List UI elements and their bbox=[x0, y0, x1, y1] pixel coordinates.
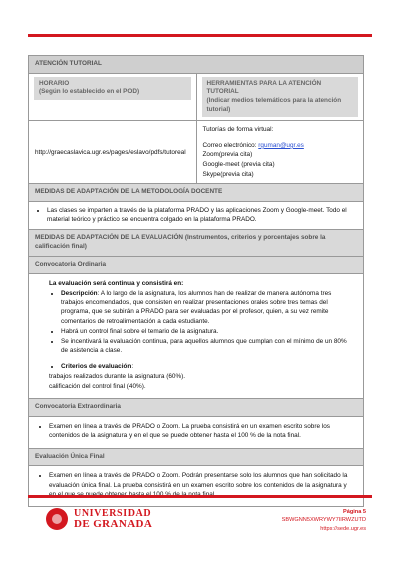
horario-title-cell bbox=[34, 77, 191, 100]
verification-url[interactable]: https://sede.ugr.es bbox=[320, 525, 366, 532]
ordinaria-item bbox=[61, 337, 353, 356]
top-accent-rule bbox=[28, 34, 372, 37]
logo-line-2: DE GRANADA bbox=[74, 517, 153, 530]
extraordinaria-bullet: • Examen en línea a través de PRADO o Zoom. La prueba consistirá en un examen escrito sobre los contenidos de la asignatura y en el que se puede obtener hasta el 100 % de la nota final. bbox=[49, 422, 353, 441]
evaluacion-header: MEDIDAS DE ADAPTACIÓN DE LA EVALUACIÓN (Instrumentos, criterios y porcentajes sobre la calificación final) bbox=[29, 230, 363, 256]
page-number: Página 5 bbox=[342, 509, 366, 515]
criterios-item-text: calificación del control final (40%). bbox=[49, 383, 146, 391]
metodologia-body bbox=[29, 202, 363, 231]
metodologia-header: MEDIDAS DE ADAPTACIÓN DE LA METODOLOGÍA DOCENTE bbox=[29, 184, 363, 202]
herramientas-title: HERRAMIENTAS PARA LA ATENCIÓN TUTORIAL bbox=[206, 79, 322, 96]
ordinaria-body bbox=[29, 274, 363, 399]
criterios-item-text: trabajos realizados durante la asignatura (60%). bbox=[49, 372, 186, 380]
ordinaria-item bbox=[61, 327, 353, 336]
page-footer bbox=[28, 495, 372, 554]
unica-bullet: • Examen en línea a través de PRADO o Zoom. Podrán presentarse solo los alumnos que han solicitado la evaluación única final. La prueba consistirá en un examen escrito sobre los contenidos de la asignatura y en el que se puede obtener hasta el 100 % de la nota final. bbox=[49, 471, 353, 499]
criterios-item bbox=[49, 372, 353, 381]
email-label: Correo electrónico: bbox=[202, 141, 257, 149]
criterios-title: Criterios de evaluación bbox=[61, 362, 132, 370]
criterios-item bbox=[49, 382, 353, 391]
skype-line: Skype(previa cita) bbox=[202, 170, 254, 178]
email-link[interactable]: rguman@ugr.es bbox=[258, 141, 304, 149]
ordinaria-lead: La evaluación será continua y consistirá en: bbox=[49, 280, 184, 288]
zoom-line: Zoom(previa cita) bbox=[202, 151, 253, 159]
footer-meta bbox=[282, 508, 366, 533]
criterios-colon: : bbox=[131, 362, 134, 370]
ugr-logo bbox=[46, 508, 152, 530]
atencion-tutorial-header: ATENCIÓN TUTORIAL bbox=[29, 56, 363, 74]
herramientas-subtitle: (Indicar medios telemáticos para la atención tutorial) bbox=[206, 96, 342, 113]
unica-header: Evaluación Única Final bbox=[29, 449, 363, 467]
tools-intro: Tutorías de forma virtual: bbox=[202, 126, 274, 134]
tutorial-detail-row bbox=[29, 121, 363, 184]
ordinaria-item bbox=[61, 289, 353, 326]
tutorial-tools-cell bbox=[196, 121, 364, 183]
tutorial-column-heads bbox=[29, 74, 363, 122]
ordinaria-item-text: Se incentivará la evaluación continua, para aquellos alumnos que cumplan con el mínimo de un 80% de asistencia a clase. bbox=[61, 338, 347, 355]
horario-head bbox=[29, 74, 196, 121]
ordinaria-item-text: Habrá un control final sobre el temario de la asignatura. bbox=[61, 327, 219, 335]
criterios-heading bbox=[61, 362, 353, 371]
ordinaria-item-text: : A lo largo de la asignatura, los alumnos han de realizar de manera autónoma tres trabajos encomendados, que consisten en realizar presentaciones orales sobre tres temas del programa, que se subirán a PRADO para ser evaluadas por el profesor, quien, a su vez remite comentarios de retroalimentación a cada estudiante. bbox=[61, 289, 332, 325]
email-line bbox=[203, 141, 358, 151]
metodologia-bullet: • Las clases se imparten a través de la plataforma PRADO y las aplicaciones Zoom y Google-meet. Todo el material teórico y práctico se encuentra colgado en la plataforma PRADO. bbox=[47, 206, 357, 225]
logo-text bbox=[74, 509, 152, 530]
extraordinaria-body bbox=[29, 417, 363, 449]
ordinaria-list bbox=[49, 289, 353, 356]
criterios-list bbox=[49, 362, 353, 392]
ordinaria-item-bold: Descripción bbox=[61, 289, 98, 297]
tutorial-url[interactable]: http://graecaslavica.ugr.es/pages/eslavo/pdfs/tutoreal bbox=[35, 148, 186, 156]
guide-table bbox=[28, 55, 364, 507]
university-seal-icon bbox=[46, 508, 68, 530]
logo-line-1: UNIVERSIDAD bbox=[74, 507, 152, 519]
verification-code: SBWGNN5XWRYWY7IIRWZUTD bbox=[281, 517, 366, 524]
ordinaria-header: Convocatoria Ordinaria bbox=[29, 257, 363, 275]
horario-subtitle: (Según lo establecido en el POD) bbox=[39, 88, 140, 96]
herramientas-title-cell bbox=[202, 77, 359, 118]
horario-title: HORARIO bbox=[39, 79, 70, 87]
googlemeet-line: Google-meet (previa cita) bbox=[202, 161, 275, 169]
extraordinaria-header: Convocatoria Extraordinaria bbox=[29, 399, 363, 417]
herramientas-head bbox=[196, 74, 364, 121]
tutorial-url-cell bbox=[29, 121, 196, 183]
